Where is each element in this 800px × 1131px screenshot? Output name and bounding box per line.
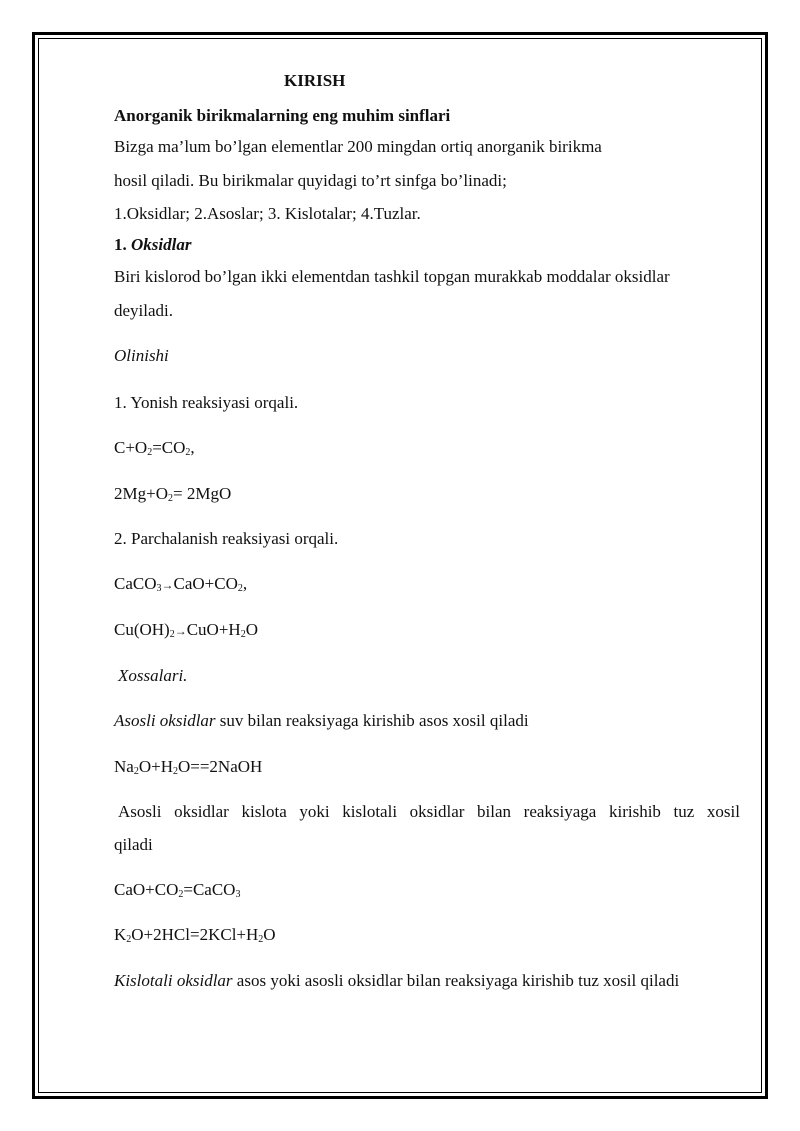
- section-title: Oksidlar: [131, 235, 192, 254]
- acidic-oxides-line: Kislotali oksidlar asos yoki asosli oksidlar bilan reaksiyaga kirishib tuz xosil qiladi: [114, 971, 680, 990]
- definition-line-1: Biri kislorod bo’lgan ikki elementdan tashkil topgan murakkab moddalar oksidlar: [114, 267, 670, 286]
- basic-oxides-term: Asosli oksidlar: [114, 711, 216, 730]
- method-1: 1. Yonish reaksiyasi orqali.: [114, 393, 299, 412]
- basic-acid-line-2: qiladi: [114, 835, 153, 854]
- properties-heading: Xossalari.: [118, 666, 188, 685]
- equation-5: $Na_2O+H_2O==2NaOH$: [114, 757, 263, 777]
- section-heading: [114, 234, 191, 257]
- classes-list: 1.Oksidlar; 2.Asoslar; 3. Kislotalar; 4.Tuzlar.: [114, 204, 421, 223]
- equation-1: $C+O_2=CO_2$,: [114, 438, 195, 458]
- intro-line-1: Bizga ma’lum bo’lgan elementlar 200 mingdan ortiq anorganik birikma: [114, 137, 602, 156]
- definition-line-2: deyiladi.: [114, 301, 174, 320]
- equation-4: $Cu(OH)_2\to CuO+H_2O$: [114, 620, 258, 640]
- method-2: 2. Parchalanish reaksiyasi orqali.: [114, 529, 339, 548]
- section-number: 1.: [114, 235, 127, 254]
- equation-6: $CaO+CO_2=CaCO_3$: [114, 880, 241, 900]
- basic-acid-line-1: Asosli oksidlar kislota yoki kislotali oksidlar bilan reaksiyaga kirishib tuz xosil: [118, 802, 740, 821]
- acidic-oxides-term: Kislotali oksidlar: [114, 971, 233, 990]
- equation-2: $2Mg+O_2= 2MgO$: [114, 484, 232, 504]
- equation-7: $K_2O+2HCl=2KCl+H_2O$: [114, 925, 276, 945]
- equation-3: $CaCO_3\to CaO+CO_2$,: [114, 574, 248, 594]
- arrow-icon: →: [161, 578, 174, 592]
- obtaining-heading: Olinishi: [114, 346, 169, 365]
- page-subtitle: Anorganik birikmalarning eng muhim sinflari: [114, 106, 451, 125]
- intro-line-2: hosil qiladi. Bu birikmalar quyidagi to’rt sinfga bo’linadi;: [114, 171, 507, 190]
- page-title: KIRISH: [284, 71, 346, 90]
- arrow-icon: →: [174, 624, 187, 638]
- basic-oxides-water: Asosli oksidlar suv bilan reaksiyaga kirishib asos xosil qiladi: [114, 711, 529, 730]
